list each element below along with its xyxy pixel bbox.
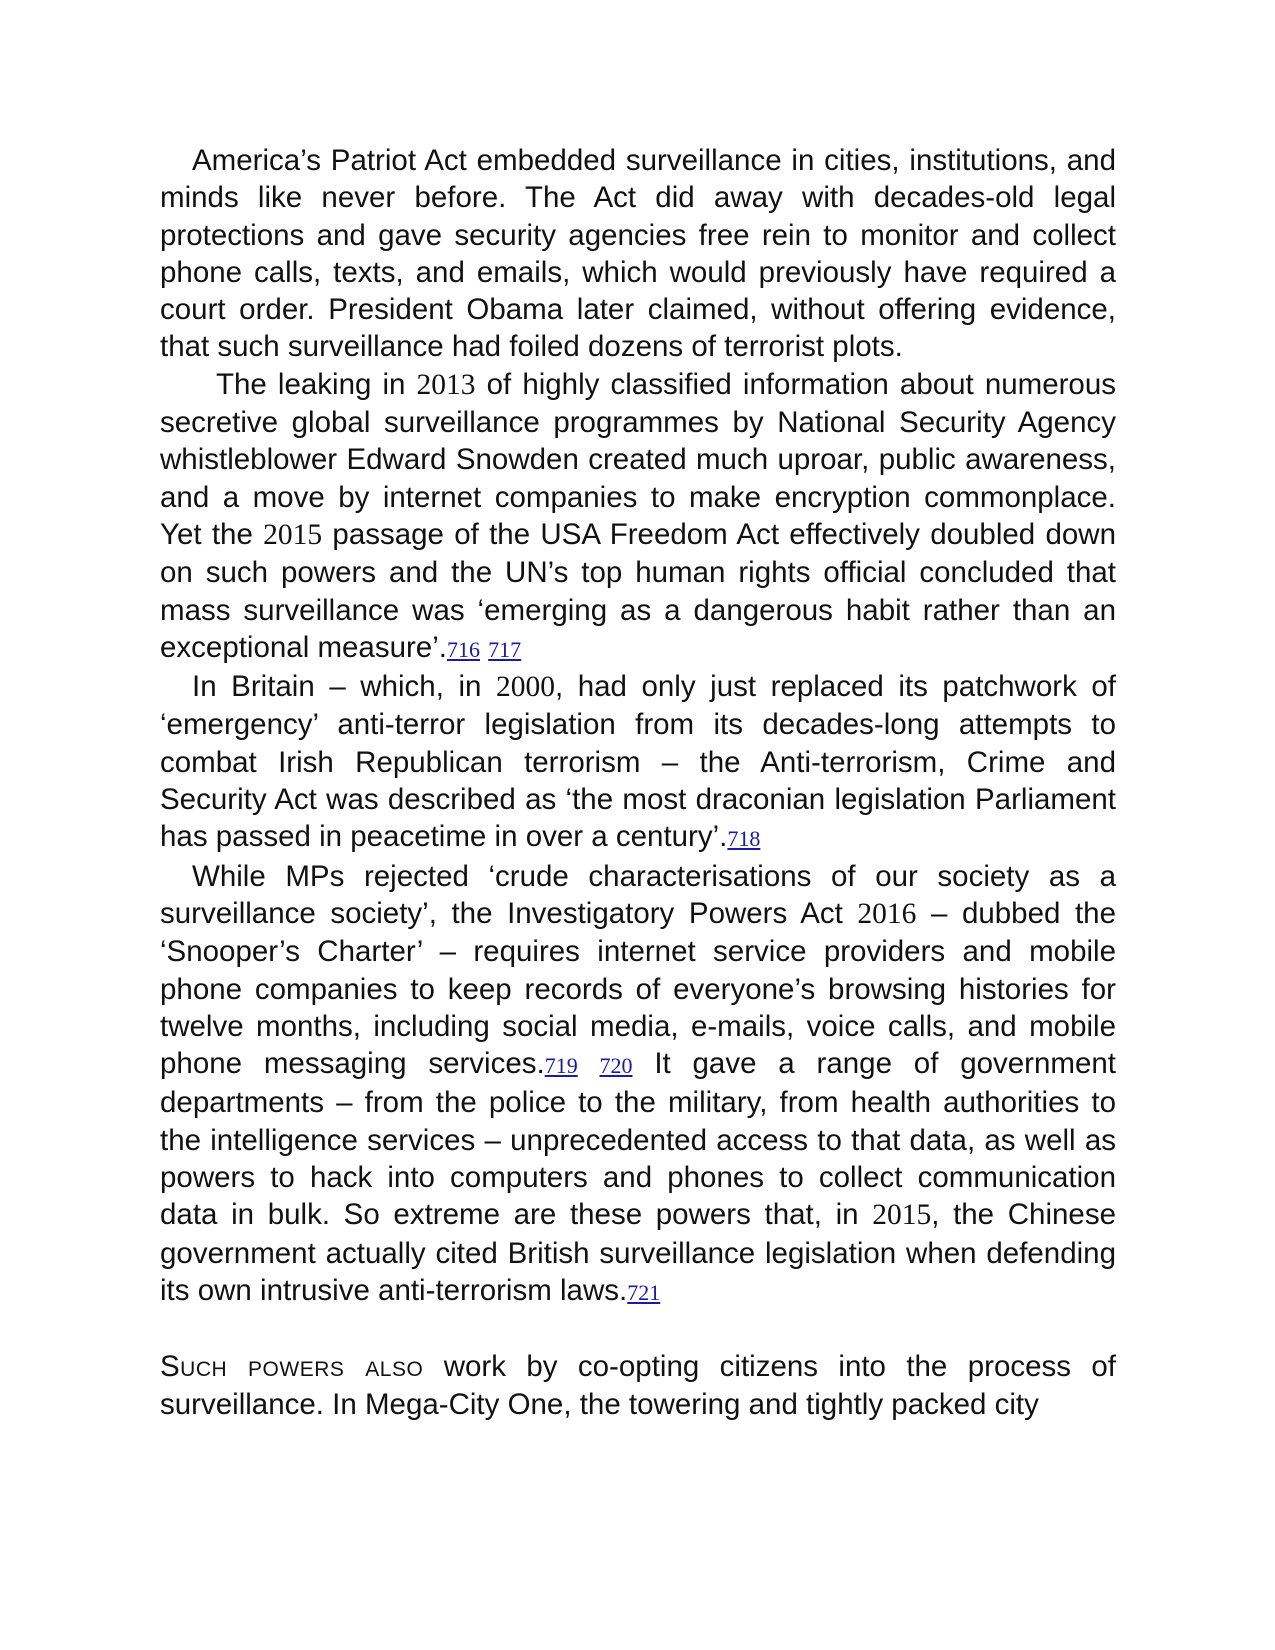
paragraph-snowden	[160, 366, 1116, 668]
section-lead-in: Such powers also	[160, 1350, 424, 1384]
paragraph-text: – dubbed the ‘Snooper’s Charter’ – requires internet service providers and mobile phone companies to keep records of everyone’s browsing histories for twelve months, including social media, e-mails, voice calls, and mobile phone messaging services.	[160, 896, 1116, 1081]
paragraph-text: The leaking in	[216, 367, 417, 401]
footnote-link-716[interactable]: 716	[446, 636, 480, 662]
year: 2015	[263, 518, 323, 551]
page-body	[160, 142, 1116, 1423]
paragraph-text: work by co-opting citizens into the process of surveillance. In Mega-City One, the towering and tightly packed city	[160, 1350, 1116, 1421]
paragraph-text: , the Chinese government actually cited British surveillance legislation when defending its own intrusive anti-terrorism laws.	[160, 1198, 1116, 1307]
footnote-link-720[interactable]: 720	[599, 1053, 633, 1079]
paragraph-text: passage of the USA Freedom Act effectively doubled down on such powers and the UN’s top human rights official concluded that mass surveillance was ‘emerging as a dangerous habit rather than an exceptional measure’.	[160, 517, 1116, 664]
footnote-link-719[interactable]: 719	[544, 1053, 578, 1079]
paragraph-co-opting-citizens	[160, 1348, 1116, 1423]
paragraph-text: America’s Patriot Act embedded surveillance in cities, institutions, and minds like never before. The Act did away with decades-old legal protections and gave security agencies free rein to monitor and collect phone calls, texts, and emails, which would previously have required a court order. President Obama later claimed, without offering evidence, that such surveillance had foiled dozens of terrorist plots.	[160, 144, 1116, 364]
year: 2013	[416, 368, 476, 401]
year: 2015	[872, 1199, 932, 1232]
paragraph-text: , had only just replaced its patchwork of ‘emergency’ anti-terror legislation from its decades-long attempts to combat Irish Republican terrorism – the Anti-terrorism, Crime and Security Act was described as ‘the most draconian legislation Parliament has passed in peacetime in over a century’.	[160, 670, 1116, 854]
paragraph-britain	[160, 668, 1116, 857]
footnote-link-717[interactable]: 717	[488, 636, 522, 662]
paragraph-patriot-act	[160, 142, 1116, 366]
paragraph-text: In Britain – which, in	[192, 670, 496, 704]
footnote-link-721[interactable]: 721	[627, 1279, 661, 1305]
paragraph-text: It gave a range of government departments – from the police to the military, from health authorities to the intelligence services – unprecedented access to that data, as well as powers to hack into computers and phones to collect communication data in bulk. So extreme are these powers that, in	[160, 1047, 1116, 1232]
footnote-link-718[interactable]: 718	[727, 826, 761, 852]
year: 2016	[857, 897, 917, 930]
paragraph-text: of highly classified information about numerous secretive global surveillance programmes by National Security Agency whistleblower Edward Snowden created much uproar, public awareness, and a move by internet companies to make encryption commonplace. Yet the	[160, 367, 1116, 551]
paragraph-investigatory-powers	[160, 858, 1116, 1312]
year: 2000	[495, 671, 555, 704]
paragraph-text: While MPs rejected ‘crude characterisations of our society as a surveillance society’, the Investigatory Powers Act	[160, 859, 1116, 930]
section-break	[160, 1311, 1116, 1348]
